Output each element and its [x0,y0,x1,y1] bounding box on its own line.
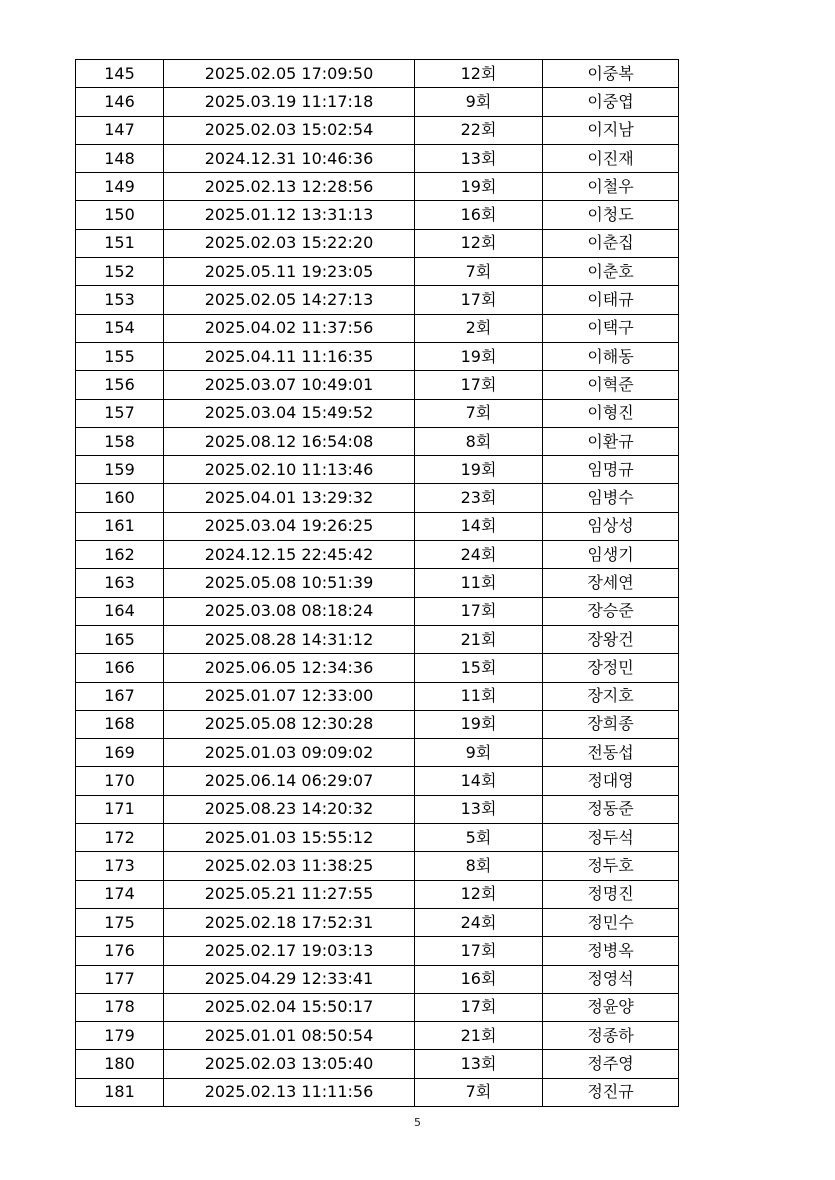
count-cell: 14회 [415,512,543,540]
row-number-cell: 168 [76,710,164,738]
datetime-cell: 2025.03.08 08:18:24 [164,597,415,625]
datetime-cell: 2025.06.14 06:29:07 [164,767,415,795]
table-row [76,342,679,370]
datetime-cell: 2025.02.03 11:38:25 [164,852,415,880]
row-number-cell: 145 [76,60,164,88]
table-row [76,456,679,484]
row-number-cell: 171 [76,795,164,823]
table-row [76,512,679,540]
row-number-cell: 164 [76,597,164,625]
row-number-cell: 180 [76,1050,164,1078]
table-row [76,597,679,625]
count-cell: 19회 [415,173,543,201]
name-cell: 정진규 [543,1078,679,1106]
name-cell: 정동준 [543,795,679,823]
datetime-cell: 2024.12.15 22:45:42 [164,541,415,569]
row-number-cell: 150 [76,201,164,229]
row-number-cell: 170 [76,767,164,795]
row-number-cell: 155 [76,342,164,370]
name-cell: 이형진 [543,399,679,427]
datetime-cell: 2025.04.11 11:16:35 [164,342,415,370]
name-cell: 이혁준 [543,371,679,399]
row-number-cell: 179 [76,1022,164,1050]
table-row [76,258,679,286]
datetime-cell: 2025.03.04 15:49:52 [164,399,415,427]
row-number-cell: 162 [76,541,164,569]
name-cell: 임병수 [543,484,679,512]
row-number-cell: 174 [76,880,164,908]
datetime-cell: 2025.08.12 16:54:08 [164,427,415,455]
name-cell: 전동섭 [543,739,679,767]
name-cell: 이환규 [543,427,679,455]
name-cell: 정두석 [543,824,679,852]
count-cell: 24회 [415,541,543,569]
count-cell: 2회 [415,314,543,342]
row-number-cell: 146 [76,88,164,116]
name-cell: 정주영 [543,1050,679,1078]
count-cell: 21회 [415,625,543,653]
row-number-cell: 156 [76,371,164,399]
table-row [76,427,679,455]
datetime-cell: 2025.02.04 15:50:17 [164,993,415,1021]
datetime-cell: 2025.02.18 17:52:31 [164,908,415,936]
datetime-cell: 2025.02.05 17:09:50 [164,60,415,88]
table-row [76,767,679,795]
name-cell: 이중복 [543,60,679,88]
row-number-cell: 176 [76,937,164,965]
row-number-cell: 159 [76,456,164,484]
table-row [76,201,679,229]
table-row [76,965,679,993]
datetime-cell: 2025.08.23 14:20:32 [164,795,415,823]
row-number-cell: 169 [76,739,164,767]
row-number-cell: 149 [76,173,164,201]
datetime-cell: 2025.05.11 19:23:05 [164,258,415,286]
row-number-cell: 181 [76,1078,164,1106]
name-cell: 정종하 [543,1022,679,1050]
row-number-cell: 175 [76,908,164,936]
name-cell: 이춘호 [543,258,679,286]
row-number-cell: 173 [76,852,164,880]
name-cell: 정윤양 [543,993,679,1021]
name-cell: 정영석 [543,965,679,993]
name-cell: 임명규 [543,456,679,484]
datetime-cell: 2025.04.02 11:37:56 [164,314,415,342]
row-number-cell: 152 [76,258,164,286]
count-cell: 24회 [415,908,543,936]
count-cell: 7회 [415,399,543,427]
datetime-cell: 2025.05.08 10:51:39 [164,569,415,597]
row-number-cell: 161 [76,512,164,540]
page-number: 5 [414,1116,421,1129]
count-cell: 17회 [415,286,543,314]
name-cell: 이택구 [543,314,679,342]
data-table [75,59,679,1107]
name-cell: 정대영 [543,767,679,795]
count-cell: 22회 [415,116,543,144]
name-cell: 정병옥 [543,937,679,965]
name-cell: 임생기 [543,541,679,569]
name-cell: 장희종 [543,710,679,738]
table-row [76,795,679,823]
count-cell: 23회 [415,484,543,512]
count-cell: 16회 [415,965,543,993]
count-cell: 21회 [415,1022,543,1050]
count-cell: 12회 [415,229,543,257]
count-cell: 17회 [415,993,543,1021]
name-cell: 장정민 [543,654,679,682]
count-cell: 13회 [415,1050,543,1078]
count-cell: 13회 [415,144,543,172]
datetime-cell: 2025.06.05 12:34:36 [164,654,415,682]
row-number-cell: 158 [76,427,164,455]
name-cell: 정두호 [543,852,679,880]
datetime-cell: 2025.02.03 15:02:54 [164,116,415,144]
datetime-cell: 2025.02.05 14:27:13 [164,286,415,314]
table-row [76,371,679,399]
row-number-cell: 165 [76,625,164,653]
name-cell: 이춘집 [543,229,679,257]
row-number-cell: 163 [76,569,164,597]
datetime-cell: 2024.12.31 10:46:36 [164,144,415,172]
datetime-cell: 2025.01.03 09:09:02 [164,739,415,767]
count-cell: 19회 [415,710,543,738]
count-cell: 12회 [415,880,543,908]
datetime-cell: 2025.02.17 19:03:13 [164,937,415,965]
row-number-cell: 167 [76,682,164,710]
table-row [76,710,679,738]
row-number-cell: 157 [76,399,164,427]
datetime-cell: 2025.01.12 13:31:13 [164,201,415,229]
count-cell: 19회 [415,456,543,484]
table-row [76,993,679,1021]
table-row [76,60,679,88]
count-cell: 7회 [415,1078,543,1106]
table-row [76,1022,679,1050]
count-cell: 8회 [415,852,543,880]
table-row [76,739,679,767]
table-row [76,144,679,172]
count-cell: 8회 [415,427,543,455]
table-row [76,116,679,144]
count-cell: 19회 [415,342,543,370]
table-row [76,1078,679,1106]
datetime-cell: 2025.04.29 12:33:41 [164,965,415,993]
name-cell: 장세연 [543,569,679,597]
row-number-cell: 166 [76,654,164,682]
table-row [76,173,679,201]
row-number-cell: 153 [76,286,164,314]
row-number-cell: 178 [76,993,164,1021]
table-row [76,314,679,342]
name-cell: 임상성 [543,512,679,540]
name-cell: 이철우 [543,173,679,201]
name-cell: 정민수 [543,908,679,936]
table-row [76,88,679,116]
row-number-cell: 154 [76,314,164,342]
table-row [76,484,679,512]
count-cell: 9회 [415,88,543,116]
datetime-cell: 2025.02.10 11:13:46 [164,456,415,484]
name-cell: 이진재 [543,144,679,172]
table-row [76,654,679,682]
datetime-cell: 2025.01.01 08:50:54 [164,1022,415,1050]
count-cell: 16회 [415,201,543,229]
name-cell: 이중엽 [543,88,679,116]
count-cell: 11회 [415,682,543,710]
datetime-cell: 2025.02.03 15:22:20 [164,229,415,257]
row-number-cell: 147 [76,116,164,144]
table-row [76,569,679,597]
name-cell: 정명진 [543,880,679,908]
datetime-cell: 2025.03.04 19:26:25 [164,512,415,540]
table-row [76,937,679,965]
table-row [76,541,679,569]
count-cell: 13회 [415,795,543,823]
count-cell: 17회 [415,937,543,965]
table-row [76,852,679,880]
row-number-cell: 177 [76,965,164,993]
datetime-cell: 2025.08.28 14:31:12 [164,625,415,653]
name-cell: 이해동 [543,342,679,370]
count-cell: 14회 [415,767,543,795]
table-row [76,625,679,653]
row-number-cell: 160 [76,484,164,512]
datetime-cell: 2025.01.03 15:55:12 [164,824,415,852]
name-cell: 이지남 [543,116,679,144]
table-row [76,286,679,314]
count-cell: 12회 [415,60,543,88]
table-row [76,908,679,936]
row-number-cell: 172 [76,824,164,852]
datetime-cell: 2025.01.07 12:33:00 [164,682,415,710]
table-row [76,399,679,427]
name-cell: 장지호 [543,682,679,710]
count-cell: 17회 [415,371,543,399]
table-row [76,880,679,908]
name-cell: 장왕건 [543,625,679,653]
datetime-cell: 2025.02.03 13:05:40 [164,1050,415,1078]
table-row [76,229,679,257]
name-cell: 이태규 [543,286,679,314]
count-cell: 11회 [415,569,543,597]
row-number-cell: 151 [76,229,164,257]
count-cell: 7회 [415,258,543,286]
count-cell: 17회 [415,597,543,625]
table-row [76,682,679,710]
row-number-cell: 148 [76,144,164,172]
count-cell: 15회 [415,654,543,682]
table-body [76,60,679,1107]
count-cell: 9회 [415,739,543,767]
table-row [76,1050,679,1078]
table-row [76,824,679,852]
datetime-cell: 2025.03.19 11:17:18 [164,88,415,116]
name-cell: 장승준 [543,597,679,625]
datetime-cell: 2025.03.07 10:49:01 [164,371,415,399]
datetime-cell: 2025.05.21 11:27:55 [164,880,415,908]
datetime-cell: 2025.05.08 12:30:28 [164,710,415,738]
datetime-cell: 2025.02.13 12:28:56 [164,173,415,201]
datetime-cell: 2025.02.13 11:11:56 [164,1078,415,1106]
name-cell: 이청도 [543,201,679,229]
datetime-cell: 2025.04.01 13:29:32 [164,484,415,512]
count-cell: 5회 [415,824,543,852]
